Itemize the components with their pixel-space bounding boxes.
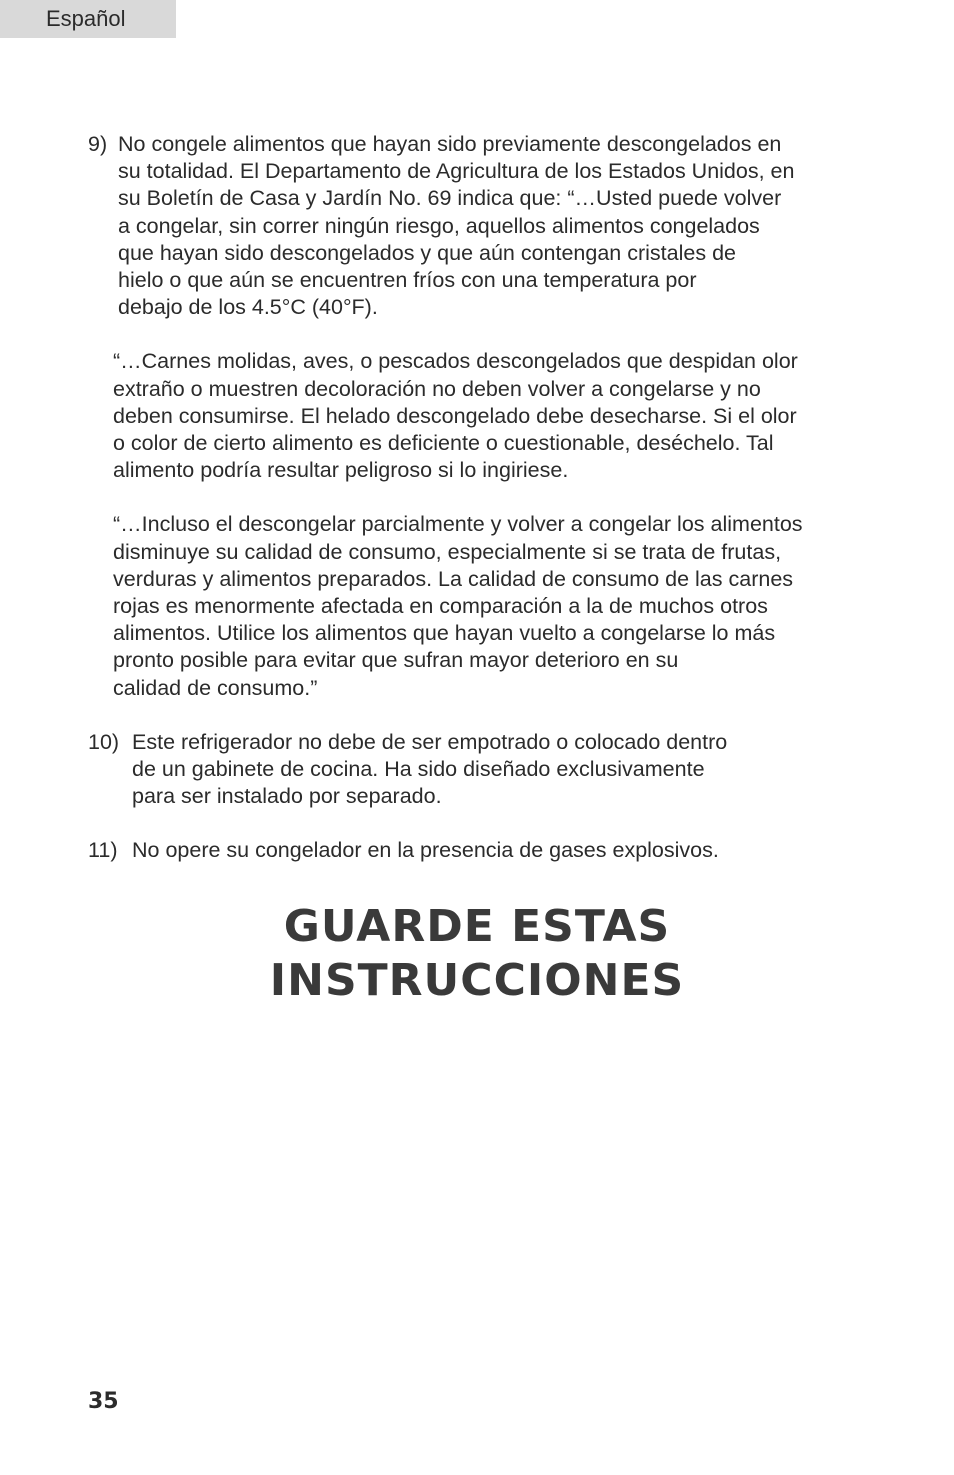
- item-text: [132, 729, 878, 811]
- page-number: 35: [88, 1389, 119, 1414]
- text-line: alimentos. Utilice los alimentos que hayan vuelto a congelarse lo más: [113, 621, 776, 646]
- instruction-item-9: [88, 131, 878, 321]
- item-number: 11): [88, 838, 118, 863]
- text-line: No congele alimentos que hayan sido previamente descongelados en: [118, 132, 782, 156]
- quote-paragraph-2: [113, 511, 878, 701]
- text-line: de un gabinete de cocina. Ha sido diseñado exclusivamente: [132, 757, 705, 782]
- title-line-1: GUARDE ESTAS: [283, 901, 671, 952]
- instruction-item-11: [88, 837, 878, 864]
- text-line: su totalidad. El Departamento de Agricultura de los Estados Unidos, en: [118, 159, 795, 184]
- instruction-item-10: [88, 729, 878, 811]
- text-line: deben consumirse. El helado descongelado debe desecharse. Si el olor: [113, 403, 797, 428]
- text-line: rojas es menormente afectada en comparación a la de muchos otros: [113, 594, 768, 619]
- language-tab: Español: [0, 0, 176, 38]
- item-text: [118, 131, 878, 321]
- quote-paragraph-1: [113, 348, 878, 484]
- text-line: hielo o que aún se encuentren fríos con una temperatura por: [118, 268, 697, 293]
- item-number: 9): [88, 132, 108, 156]
- text-line: a congelar, sin correr ningún riesgo, aquellos alimentos congelados: [118, 213, 760, 238]
- text-line: Este refrigerador no debe de ser empotrado o colocado dentro: [132, 729, 728, 754]
- text-line: calidad de consumo.”: [113, 675, 318, 700]
- text-line: disminuye su calidad de consumo, especialmente si se trata de frutas,: [113, 539, 782, 564]
- item-text: [132, 837, 878, 864]
- title-line-2: INSTRUCCIONES: [269, 955, 685, 1006]
- page-title: [0, 900, 954, 1008]
- text-line: verduras y alimentos preparados. La calidad de consumo de las carnes: [113, 566, 794, 591]
- text-line: que hayan sido descongelados y que aún contengan cristales de: [118, 240, 736, 265]
- text-line: pronto posible para evitar que sufran mayor deterioro en su: [113, 648, 679, 673]
- text-line: alimento podría resultar peligroso si lo ingiriese.: [113, 458, 569, 483]
- text-line: “…Carnes molidas, aves, o pescados descongelados que despidan olor: [113, 349, 798, 374]
- text-line: extraño o muestren decoloración no deben volver a congelarse y no: [113, 376, 761, 401]
- text-line: debajo de los 4.5°C (40°F).: [118, 295, 378, 320]
- text-line: No opere su congelador en la presencia de gases explosivos.: [132, 838, 719, 863]
- item-number: 10): [88, 729, 120, 754]
- text-line: su Boletín de Casa y Jardín No. 69 indica que: “…Usted puede volver: [118, 186, 782, 211]
- text-line: o color de cierto alimento es deficiente o cuestionable, deséchelo. Tal: [113, 431, 774, 456]
- text-line: “…Incluso el descongelar parcialmente y volver a congelar los alimentos: [113, 512, 803, 537]
- instructions-content: [88, 131, 878, 892]
- text-line: para ser instalado por separado.: [132, 784, 442, 809]
